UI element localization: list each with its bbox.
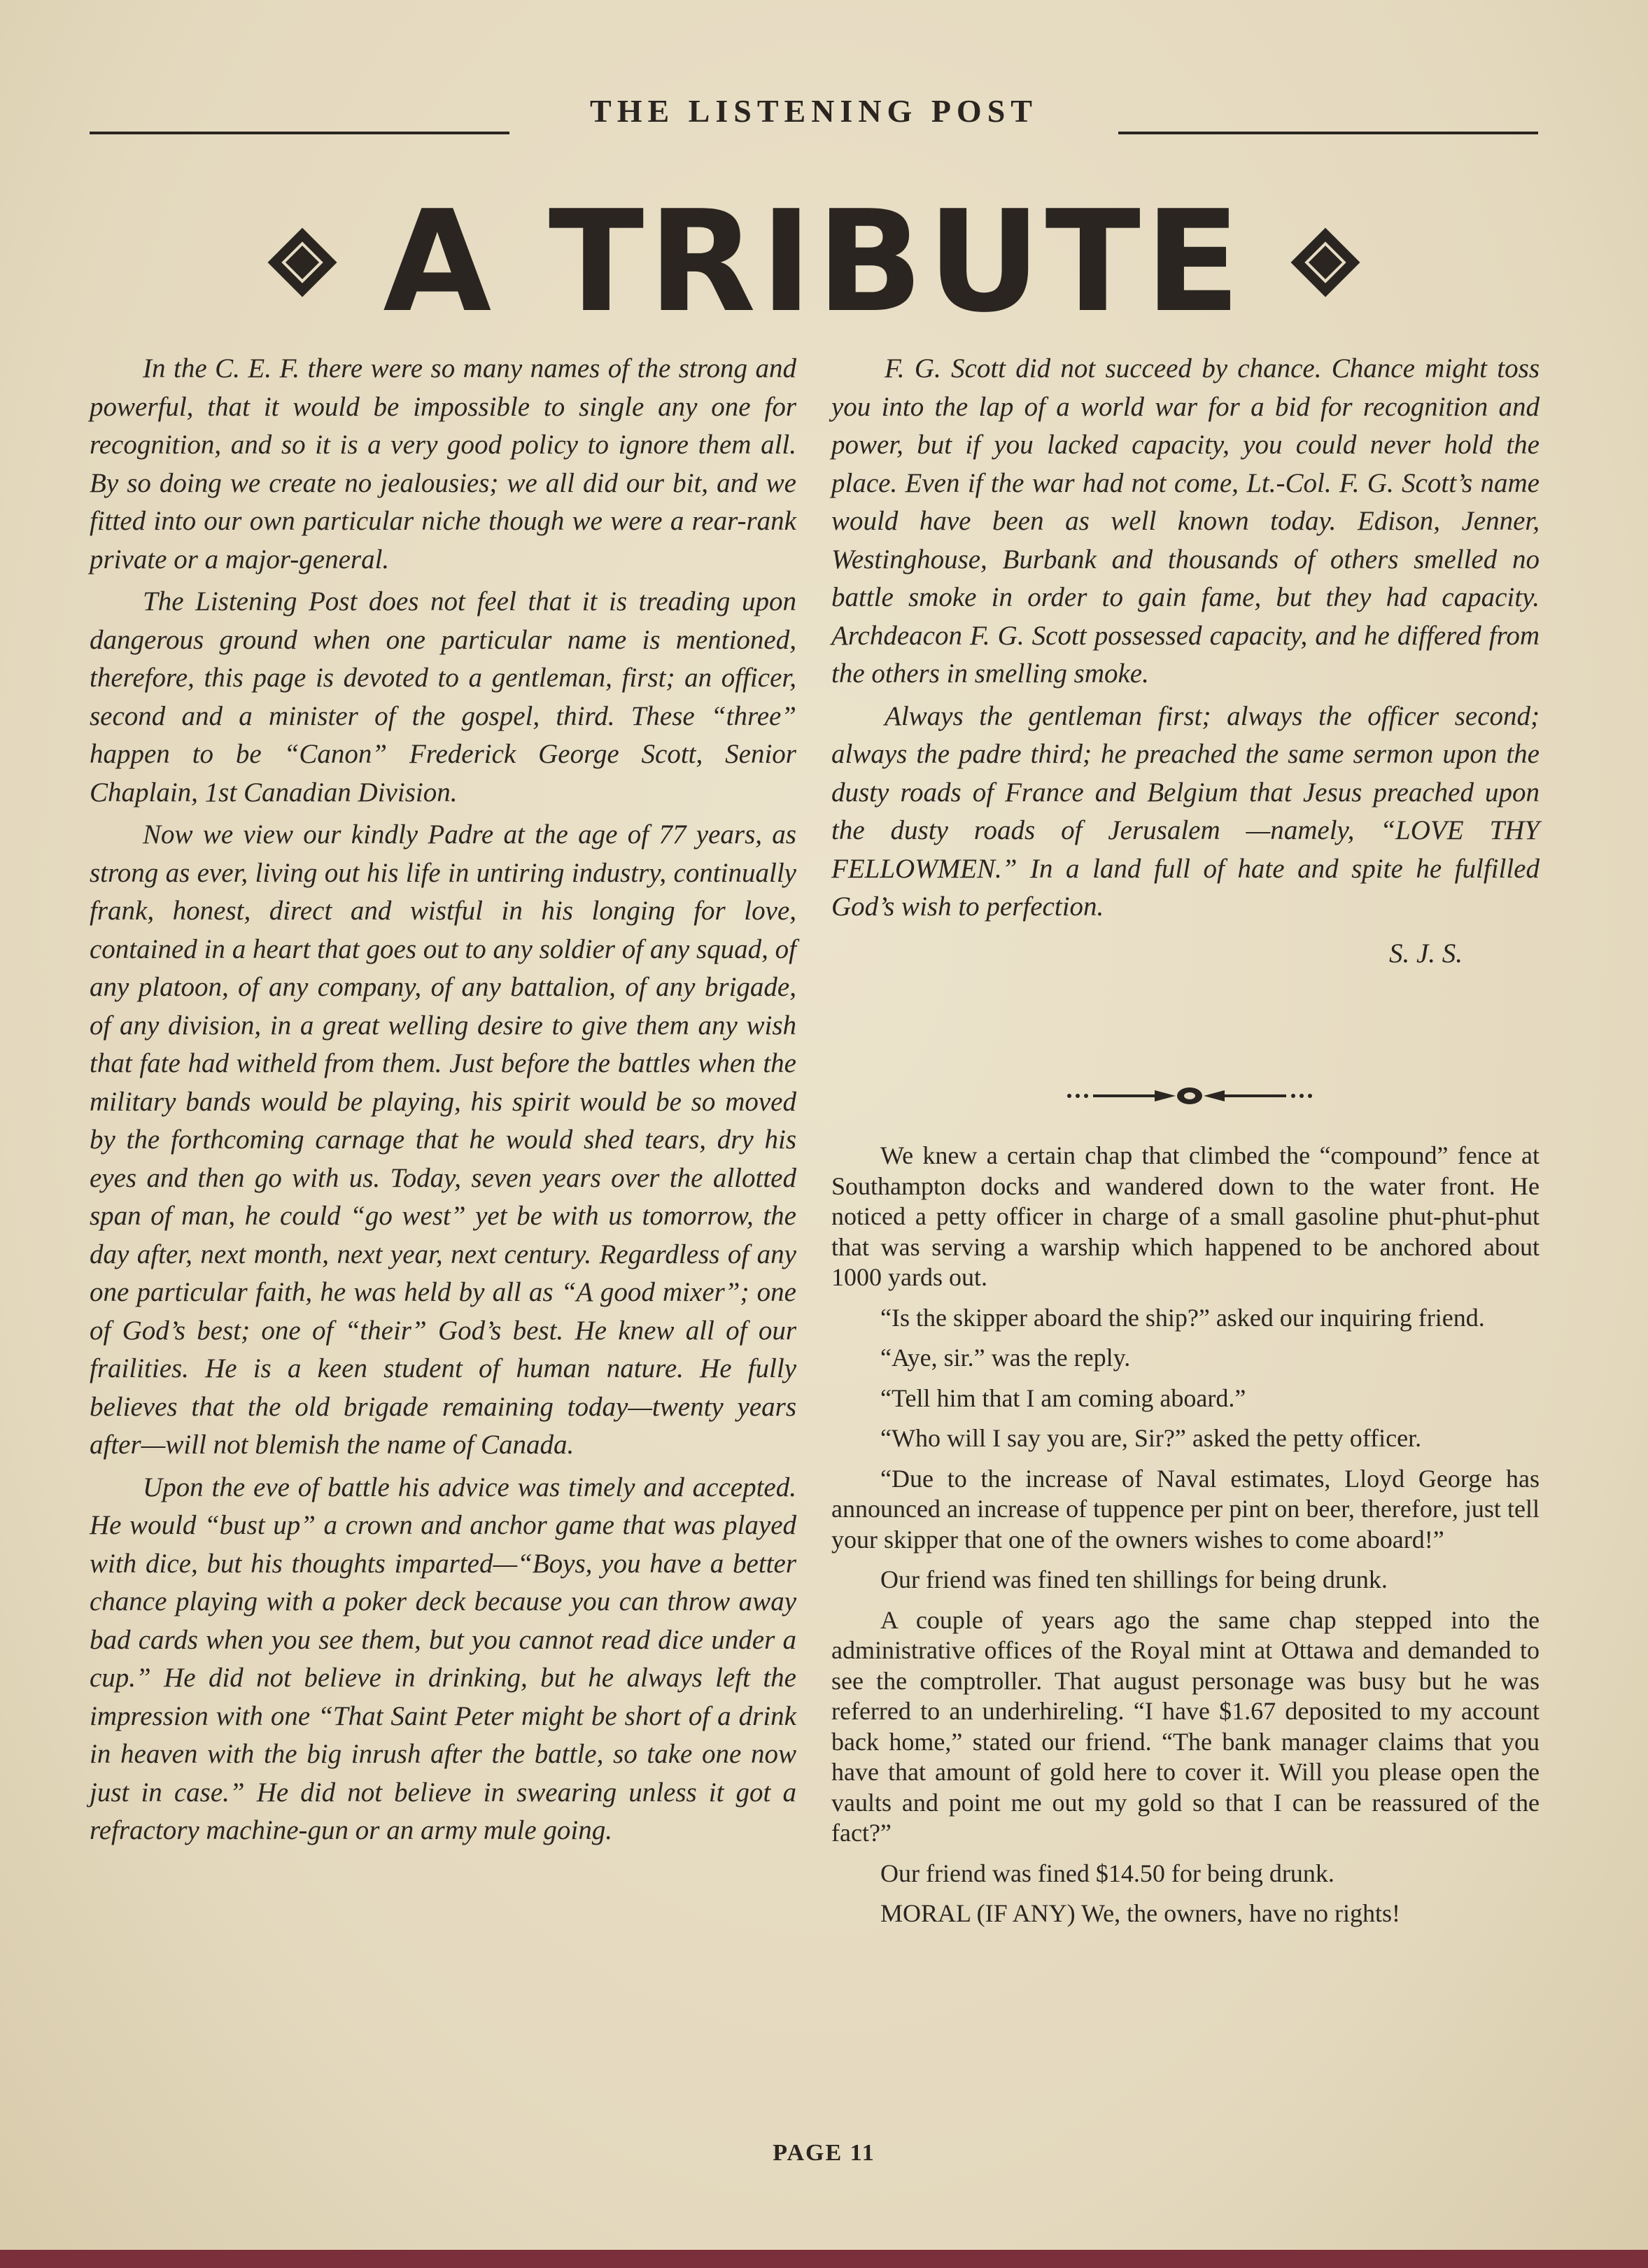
article-paragraph: In the C. E. F. there were so many names of the strong and powerful, that it would be impossible to single any one for recognition, and so it is a very good policy to ignore them all. By so doing we create no jealousies; we all did our bit, and we fitted into our own particular niche though we were a rear-rank private or a major-general. [90, 353, 796, 575]
article-paragraph: Now we view our kindly Padre at the age of 77 years, as strong as ever, living out his life in untiring industry, continually frank, honest, direct and wistful in his longing for love, contained in a heart that goes out to any soldier of any squad, of any platoon, of any company, of any battalion, of any brigade, of any division, in a great welling desire to give them any wish that fate had witheld from them. Just before the battles when the military bands would be playing, his spirit would be so moved by the forthcoming carnage that he would shed tears, dry his eyes and then go with us. Today, seven years over the allotted span of man, he could “go west” yet be with us tomorrow, the day after, next month, next year, next century. Regardless of any one particular faith, he was held by all as “A good mixer”; one of God’s best; one of “their” God’s best. He knew all of our frailities. He is a keen student of human nature. He fully believes that the old brigade remaining today—twenty years after—will not blemish the name of Canada. [90, 819, 796, 1460]
page-edge [0, 2250, 1648, 2268]
article-paragraph: Upon the eve of battle his advice was timely and accepted. He would “bust up” a crown and anchor game that was played with dice, but his thoughts imparted—“Boys, you have a better chance playing with a poker deck because you can throw away bad cards when you see them, but you cannot read dice under a cup.” He did not believe in drinking, but he always left the impression with one “That Saint Peter might be short of a drink in heaven with the big inrush after the battle, so take one now just in case.” He did not believe in swearing unless it got a refractory machine-gun or an army mule going. [90, 1472, 796, 1845]
anecdote-paragraph: We knew a certain chap that climbed the “compound” fence at Southampton docks and wandered down to the water front. He noticed a petty officer in charge of a small gasoline phut-phut-phut that was serving a warship which happened to be anchored about 1000 yards out. [831, 1141, 1540, 1291]
masthead-rule-right [1118, 132, 1538, 134]
anecdote-column [831, 1141, 1540, 1939]
anecdote-paragraph: Our friend was fined ten shillings for being drunk. [880, 1565, 1388, 1593]
author-signature: S. J. S. [1388, 938, 1463, 969]
anecdote-paragraph: “Is the skipper aboard the ship?” asked our inquiring friend. [880, 1303, 1485, 1332]
anecdote-paragraph: MORAL (IF ANY) We, the owners, have no rights! [880, 1899, 1400, 1927]
anecdote-paragraph: “Who will I say you are, Sir?” asked the petty officer. [880, 1424, 1422, 1452]
headline [90, 181, 1538, 344]
section-divider-icon [1064, 1082, 1316, 1110]
anecdote-paragraph: “Tell him that I am coming aboard.” [880, 1383, 1246, 1412]
article-right-column [831, 350, 1540, 977]
article-paragraph: F. G. Scott did not succeed by chance. Chance might toss you into the lap of a world war for a bid for recognition and power, but if you lacked capacity, you could never hold the place. Even if the war had not come, Lt.-Col. F. G. Scott’s name would have been as well known today. Edison, Jenner, Westinghouse, Burbank and thousands of others smelled no battle smoke in order to gain fame, but they had capacity. Archdeacon F. G. Scott possessed capacity, and he differed from the others in smelling smoke. [831, 353, 1540, 689]
anecdote-paragraph: A couple of years ago the same chap stepped into the administrative offices of the Royal mint at Ottawa and demanded to see the comptroller. That august personage was busy but he was referred to an underhireling. “I have $1.67 deposited to my account back home,” stated our friend. “The bank manager claims that you have that amount of gold here to cover it. Will you please open the vaults and point me out my gold so that I can be reassured of the fact?” [831, 1605, 1540, 1847]
article-paragraph: The Listening Post does not feel that it is treading upon dangerous ground when one particular name is mentioned, therefore, this page is devoted to a gentleman, first; an officer, second and a minister of the gospel, third. These “three” happen to be “Canon” Frederick George Scott, Senior Chaplain, 1st Canadian Division. [90, 586, 796, 808]
article-left-column [90, 350, 796, 1854]
anecdote-paragraph: “Due to the increase of Naval estimates, Lloyd George has announced an increase of tuppence per pint on beer, therefore, just tell your skipper that one of the owners wishes to come aboard!” [831, 1464, 1540, 1554]
page-number: PAGE 11 [773, 2140, 875, 2166]
article-paragraph: Always the gentleman first; always the officer second; always the padre third; he preached the same sermon upon the dusty roads of France and Belgium that Jesus preached upon the dusty roads of Jerusalem —namely, “LOVE THY FELLOWMEN.” In a land full of hate and spite he fulfilled God’s wish to perfection. [831, 700, 1540, 922]
anecdote-paragraph: “Aye, sir.” was the reply. [880, 1344, 1131, 1372]
diamond-ornament-left-icon [268, 228, 337, 297]
masthead [90, 92, 1538, 141]
headline-text: A TRIBUTE [383, 181, 1245, 344]
masthead-rule-left [90, 132, 509, 134]
anecdote-paragraph: Our friend was fined $14.50 for being drunk. [880, 1859, 1334, 1887]
diamond-ornament-right-icon [1290, 228, 1360, 297]
publication-title: THE LISTENING POST [590, 93, 1038, 129]
